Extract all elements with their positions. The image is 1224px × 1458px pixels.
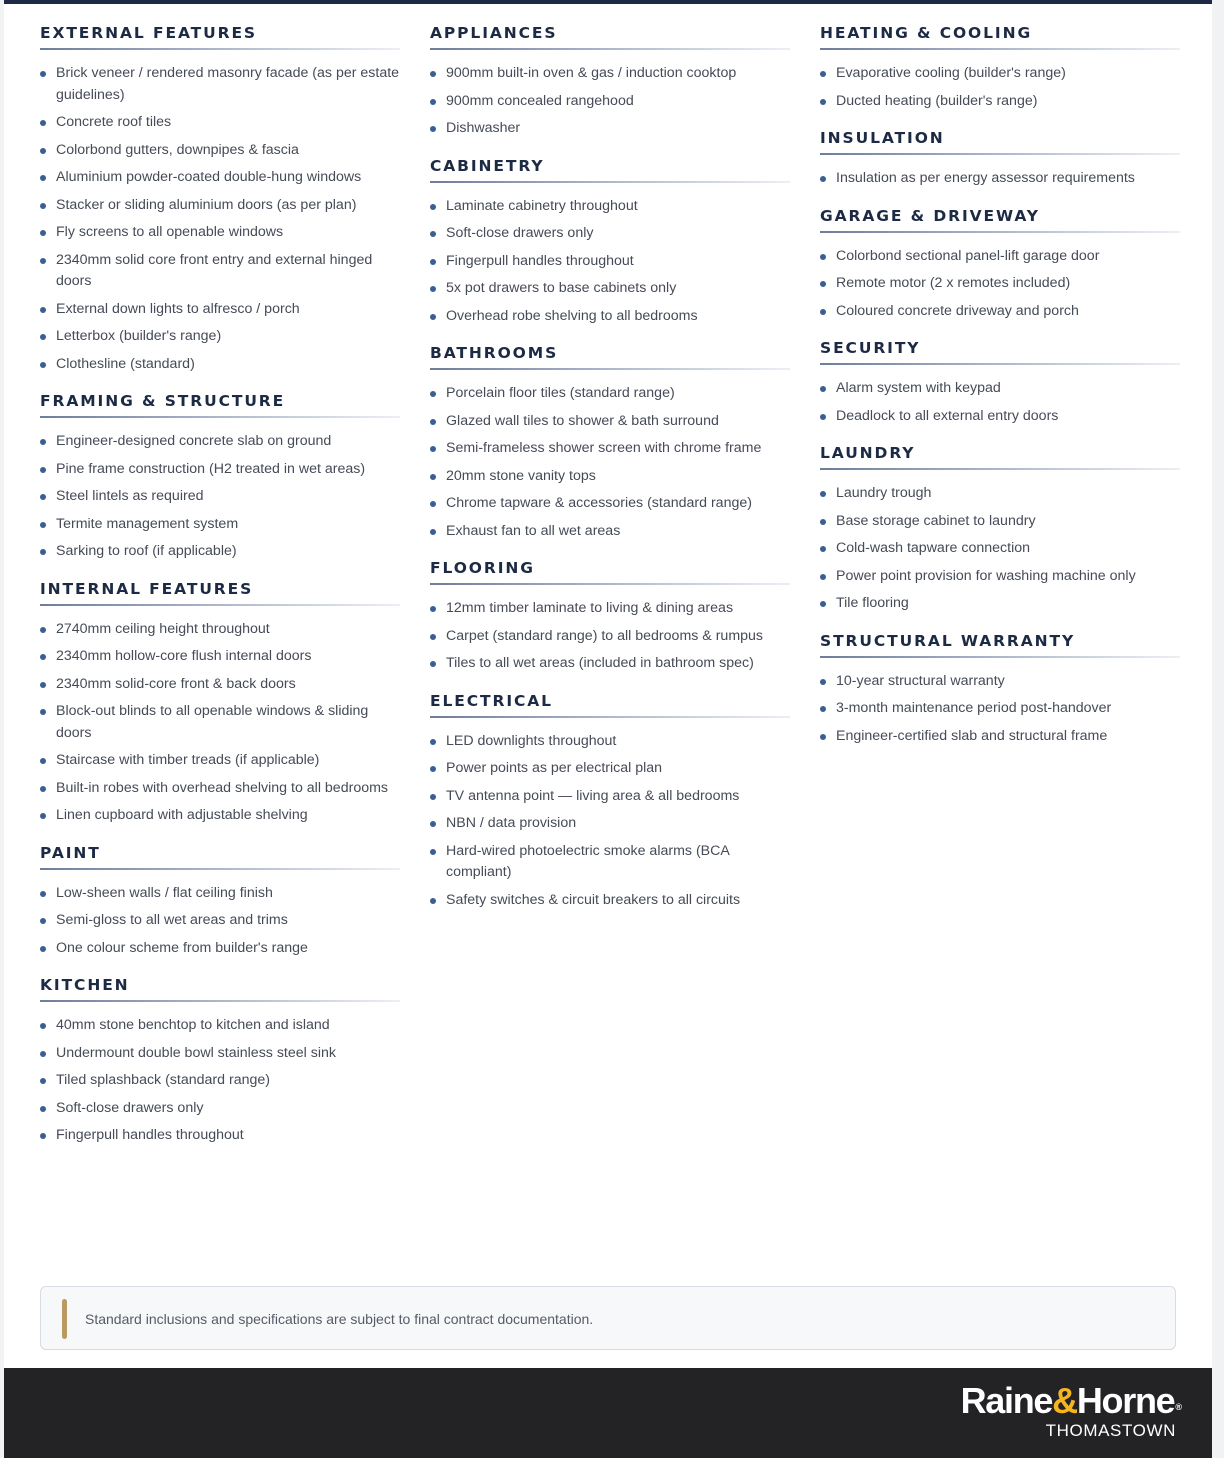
list-item-text: 2340mm hollow-core flush internal doors	[56, 648, 312, 664]
list-item	[40, 431, 400, 453]
list-item	[820, 246, 1180, 268]
bullet-icon	[40, 439, 46, 445]
section-title: SECURITY	[820, 339, 1180, 367]
list-item	[430, 306, 790, 328]
list-item	[430, 91, 790, 113]
list-item-text: Overhead robe shelving to all bedrooms	[446, 307, 698, 324]
list-item	[820, 698, 1180, 720]
list-item-text: NBN / data provision	[446, 815, 577, 831]
list-item-text: 3-month maintenance period post-handover	[836, 700, 1112, 716]
list-item	[820, 301, 1180, 323]
bullet-icon	[820, 386, 826, 392]
list-item	[40, 1015, 400, 1037]
bullet-icon	[40, 467, 46, 473]
list-item-text: Coloured concrete driveway and porch	[836, 302, 1079, 319]
list-item	[430, 890, 790, 912]
bullet-icon	[40, 71, 46, 77]
spec-section	[430, 559, 790, 675]
bullet-icon	[430, 231, 436, 237]
list-item	[40, 646, 400, 668]
list-item	[40, 1043, 400, 1065]
list-item	[40, 326, 400, 348]
bullet-icon	[820, 546, 826, 552]
list-item-text: Pine frame construction (H2 treated in wet areas)	[56, 460, 366, 477]
list-item	[820, 671, 1180, 693]
bullet-icon	[820, 574, 826, 580]
list-item	[40, 459, 400, 481]
bullet-icon	[430, 794, 436, 800]
bullet-icon	[40, 549, 46, 555]
section-item-list	[40, 1015, 400, 1147]
list-item	[40, 112, 400, 134]
list-item-text: 2340mm solid-core front & back doors	[56, 675, 296, 692]
list-item	[430, 196, 790, 218]
list-item	[40, 167, 400, 189]
list-item-text: Sarking to roof (if applicable)	[56, 543, 237, 559]
list-item-text: Chrome tapware & accessories (standard range)	[446, 495, 752, 511]
list-item	[40, 140, 400, 162]
list-item-text: Carpet (standard range) to all bedrooms & rumpus	[446, 627, 764, 644]
list-item-text: Block-out blinds to all openable windows & sliding doors	[56, 703, 369, 741]
bullet-icon	[40, 307, 46, 313]
list-item-text: Tiles to all wet areas (included in bathroom spec)	[446, 655, 754, 671]
list-item	[430, 411, 790, 433]
bullet-icon	[430, 898, 436, 904]
list-item-text: Dishwasher	[446, 120, 521, 136]
section-title: FLOORING	[430, 559, 790, 587]
section-item-list	[40, 619, 400, 827]
list-item	[430, 758, 790, 780]
section-item-list	[430, 196, 790, 328]
section-title: EXTERNAL FEATURES	[40, 24, 400, 52]
list-item	[820, 168, 1180, 190]
bullet-icon	[430, 821, 436, 827]
list-item	[40, 541, 400, 563]
bullet-icon	[40, 494, 46, 500]
column-2	[430, 24, 790, 1164]
list-item-text: Brick veneer / rendered masonry facade (as per estate guidelines)	[56, 65, 400, 103]
list-item	[40, 805, 400, 827]
list-item	[430, 63, 790, 85]
bullet-icon	[40, 1106, 46, 1112]
bullet-icon	[820, 254, 826, 260]
bullet-icon	[430, 126, 436, 132]
bullet-icon	[40, 654, 46, 660]
bullet-icon	[430, 419, 436, 425]
bullet-icon	[430, 766, 436, 772]
brand-ampersand: &	[1052, 1380, 1077, 1421]
list-item	[430, 626, 790, 648]
list-item	[430, 813, 790, 835]
section-title: LAUNDRY	[820, 444, 1180, 472]
bullet-icon	[40, 786, 46, 792]
bullet-icon	[40, 258, 46, 264]
column-3	[820, 24, 1180, 1164]
list-item-text: 900mm built-in oven & gas / induction cooktop	[446, 65, 737, 81]
section-item-list	[820, 671, 1180, 748]
bullet-icon	[40, 1051, 46, 1057]
section-item-list	[820, 246, 1180, 323]
list-item-text: 20mm stone vanity tops	[446, 467, 596, 484]
spec-section	[820, 444, 1180, 615]
list-item-text: Safety switches & circuit breakers to all circuits	[446, 891, 741, 908]
list-item	[430, 466, 790, 488]
bullet-icon	[40, 203, 46, 209]
list-item	[40, 701, 400, 744]
section-item-list	[430, 731, 790, 912]
bullet-icon	[430, 391, 436, 397]
list-item-text: Letterbox (builder's range)	[56, 328, 222, 344]
bullet-icon	[820, 176, 826, 182]
disclaimer-note	[40, 1286, 1176, 1350]
section-item-list	[430, 63, 790, 140]
list-item-text: 900mm concealed rangehood	[446, 92, 634, 109]
spec-section	[40, 392, 400, 563]
bullet-icon	[40, 918, 46, 924]
section-item-list	[820, 63, 1180, 112]
list-item-text: Staircase with timber treads (if applicable)	[56, 752, 320, 768]
section-item-list	[40, 63, 400, 375]
section-title: FRAMING & STRUCTURE	[40, 392, 400, 420]
section-title: APPLIANCES	[430, 24, 790, 52]
section-item-list	[40, 883, 400, 960]
bullet-icon	[820, 679, 826, 685]
list-item	[430, 493, 790, 515]
list-item	[820, 406, 1180, 428]
list-item	[40, 486, 400, 508]
list-item-text: Undermount double bowl stainless steel sink	[56, 1044, 336, 1061]
note-accent-bar	[62, 1299, 67, 1339]
footer-bar	[4, 1368, 1212, 1458]
section-item-list	[820, 378, 1180, 427]
list-item	[430, 841, 790, 884]
list-item-text: Colorbond gutters, downpipes & fascia	[56, 141, 299, 158]
section-item-list	[40, 431, 400, 563]
list-item	[40, 938, 400, 960]
list-item	[820, 593, 1180, 615]
bullet-icon	[430, 606, 436, 612]
list-item	[40, 1070, 400, 1092]
list-item-text: Hard-wired photoelectric smoke alarms (BCA compliant)	[446, 842, 730, 880]
list-item	[430, 383, 790, 405]
bullet-icon	[430, 634, 436, 640]
spec-section	[820, 632, 1180, 748]
raine-horne-logo	[961, 1380, 1182, 1441]
bullet-icon	[40, 627, 46, 633]
list-item	[430, 731, 790, 753]
spec-section	[430, 157, 790, 328]
spec-section	[430, 344, 790, 542]
bullet-icon	[430, 71, 436, 77]
list-item-text: Linen cupboard with adjustable shelving	[56, 807, 308, 823]
bullet-icon	[40, 230, 46, 236]
list-item-text: 5x pot drawers to base cabinets only	[446, 280, 677, 296]
bullet-icon	[40, 1133, 46, 1139]
section-title: INSULATION	[820, 129, 1180, 157]
list-item	[40, 674, 400, 696]
bullet-icon	[40, 1023, 46, 1029]
list-item-text: Fingerpull handles throughout	[446, 252, 634, 269]
list-item-text: Concrete roof tiles	[56, 114, 172, 130]
bullet-icon	[430, 474, 436, 480]
section-item-list	[430, 383, 790, 542]
list-item-text: Remote motor (2 x remotes included)	[836, 275, 1071, 291]
bullet-icon	[40, 362, 46, 368]
list-item	[430, 786, 790, 808]
disclaimer-text: Standard inclusions and specifications are subject to final contract documentation.	[85, 1311, 594, 1327]
list-item-text: Built-in robes with overhead shelving to all bedrooms	[56, 779, 389, 796]
list-item-text: TV antenna point — living area & all bedrooms	[446, 787, 740, 804]
spec-section	[40, 844, 400, 960]
list-item-text: Base storage cabinet to laundry	[836, 512, 1036, 529]
section-title: STRUCTURAL WARRANTY	[820, 632, 1180, 660]
section-title: INTERNAL FEATURES	[40, 580, 400, 608]
list-item	[820, 273, 1180, 295]
list-item-text: Semi-gloss to all wet areas and trims	[56, 912, 288, 928]
section-title: GARAGE & DRIVEWAY	[820, 207, 1180, 235]
section-title: PAINT	[40, 844, 400, 872]
list-item	[430, 251, 790, 273]
list-item	[40, 299, 400, 321]
spec-section	[40, 976, 400, 1147]
list-item	[820, 378, 1180, 400]
bullet-icon	[820, 706, 826, 712]
list-item	[40, 619, 400, 641]
list-item-text: Clothesline (standard)	[56, 355, 195, 372]
bullet-icon	[430, 259, 436, 265]
list-item-text: Fly screens to all openable windows	[56, 224, 284, 240]
bullet-icon	[40, 758, 46, 764]
bullet-icon	[40, 709, 46, 715]
list-item-text: Stacker or sliding aluminium doors (as per plan)	[56, 196, 357, 213]
list-item-text: External down lights to alfresco / porch	[56, 300, 300, 317]
bullet-icon	[430, 849, 436, 855]
list-item	[40, 1125, 400, 1147]
bullet-icon	[820, 71, 826, 77]
list-item	[40, 750, 400, 772]
spec-section	[430, 692, 790, 912]
list-item-text: Deadlock to all external entry doors	[836, 407, 1059, 424]
list-item-text: Laundry trough	[836, 485, 932, 501]
bullet-icon	[40, 148, 46, 154]
list-item-text: Aluminium powder-coated double-hung windows	[56, 169, 362, 185]
list-item-text: Porcelain floor tiles (standard range)	[446, 385, 675, 401]
bullet-icon	[40, 891, 46, 897]
list-item	[40, 63, 400, 106]
bullet-icon	[40, 813, 46, 819]
list-item-text: Cold-wash tapware connection	[836, 540, 1031, 556]
office-name: THOMASTOWN	[1045, 1421, 1176, 1440]
bullet-icon	[430, 739, 436, 745]
bullet-icon	[430, 529, 436, 535]
list-item	[40, 883, 400, 905]
bullet-icon	[40, 175, 46, 181]
spec-section	[40, 24, 400, 375]
list-item-text: Ducted heating (builder's range)	[836, 92, 1038, 109]
spec-section	[820, 129, 1180, 190]
bullet-icon	[820, 281, 826, 287]
list-item	[40, 250, 400, 293]
list-item	[40, 778, 400, 800]
bullet-icon	[430, 661, 436, 667]
section-title: BATHROOMS	[430, 344, 790, 372]
list-item-text: Tiled splashback (standard range)	[56, 1072, 270, 1088]
bullet-icon	[820, 491, 826, 497]
spec-section	[430, 24, 790, 140]
section-title: HEATING & COOLING	[820, 24, 1180, 52]
list-item-text: Power points as per electrical plan	[446, 760, 663, 776]
list-item-text: 40mm stone benchtop to kitchen and island	[56, 1017, 330, 1033]
column-1	[40, 24, 400, 1164]
list-item	[820, 511, 1180, 533]
list-item-text: Alarm system with keypad	[836, 380, 1001, 396]
list-item-text: Laminate cabinetry throughout	[446, 197, 638, 214]
section-item-list	[820, 168, 1180, 190]
bullet-icon	[40, 334, 46, 340]
list-item-text: 12mm timber laminate to living & dining areas	[446, 600, 734, 616]
list-item	[820, 538, 1180, 560]
list-item-text: LED downlights throughout	[446, 732, 617, 749]
section-item-list	[820, 483, 1180, 615]
list-item-text: One colour scheme from builder's range	[56, 939, 308, 956]
list-item-text: Semi-frameless shower screen with chrome frame	[446, 440, 762, 456]
list-item	[40, 514, 400, 536]
bullet-icon	[820, 99, 826, 105]
list-item	[40, 354, 400, 376]
bullet-icon	[40, 946, 46, 952]
inclusions-columns	[40, 24, 1180, 1164]
bullet-icon	[820, 601, 826, 607]
list-item-text: Soft-close drawers only	[56, 1099, 204, 1116]
top-rule	[4, 0, 1212, 4]
list-item-text: 2740mm ceiling height throughout	[56, 620, 270, 637]
section-title: ELECTRICAL	[430, 692, 790, 720]
list-item-text: Fingerpull handles throughout	[56, 1127, 244, 1143]
list-item	[40, 195, 400, 217]
spec-section	[820, 339, 1180, 427]
list-item-text: Engineer-certified slab and structural frame	[836, 727, 1108, 744]
section-title: CABINETRY	[430, 157, 790, 185]
list-item	[430, 438, 790, 460]
list-item-text: Power point provision for washing machine only	[836, 567, 1136, 584]
spec-section	[820, 24, 1180, 112]
list-item	[430, 223, 790, 245]
bullet-icon	[430, 99, 436, 105]
list-item-text: Colorbond sectional panel-lift garage door	[836, 247, 1100, 264]
bullet-icon	[430, 446, 436, 452]
spec-section	[40, 580, 400, 827]
list-item	[820, 483, 1180, 505]
brand-wordmark	[961, 1380, 1182, 1422]
list-item-text: Engineer-designed concrete slab on ground	[56, 433, 332, 449]
list-item-text: Low-sheen walls / flat ceiling finish	[56, 884, 273, 901]
brand-part-2: Horne	[1076, 1380, 1175, 1421]
bullet-icon	[820, 414, 826, 420]
bullet-icon	[40, 682, 46, 688]
bullet-icon	[820, 519, 826, 525]
list-item	[430, 598, 790, 620]
list-item-text: Exhaust fan to all wet areas	[446, 522, 621, 539]
list-item	[820, 726, 1180, 748]
list-item	[820, 91, 1180, 113]
spec-sheet-page	[4, 0, 1212, 1458]
bullet-icon	[820, 734, 826, 740]
bullet-icon	[430, 204, 436, 210]
list-item	[40, 222, 400, 244]
registered-mark: ®	[1175, 1402, 1182, 1412]
list-item-text: Insulation as per energy assessor requirements	[836, 170, 1135, 186]
brand-part-1: Raine	[960, 1380, 1053, 1421]
list-item	[820, 566, 1180, 588]
list-item-text: Tile flooring	[836, 595, 909, 611]
list-item-text: Termite management system	[56, 515, 239, 532]
bullet-icon	[820, 309, 826, 315]
list-item	[820, 63, 1180, 85]
list-item-text: Glazed wall tiles to shower & bath surround	[446, 412, 719, 429]
bullet-icon	[430, 286, 436, 292]
bullet-icon	[40, 120, 46, 126]
list-item	[430, 653, 790, 675]
bullet-icon	[430, 501, 436, 507]
list-item	[430, 521, 790, 543]
section-item-list	[430, 598, 790, 675]
list-item-text: Steel lintels as required	[56, 488, 204, 504]
bullet-icon	[40, 522, 46, 528]
list-item-text: 2340mm solid core front entry and external hinged doors	[56, 251, 373, 289]
bullet-icon	[40, 1078, 46, 1084]
list-item-text: 10-year structural warranty	[836, 672, 1005, 689]
list-item	[40, 910, 400, 932]
list-item	[430, 278, 790, 300]
list-item	[40, 1098, 400, 1120]
spec-section	[820, 207, 1180, 323]
list-item	[430, 118, 790, 140]
list-item-text: Soft-close drawers only	[446, 225, 594, 241]
section-title: KITCHEN	[40, 976, 400, 1004]
bullet-icon	[430, 314, 436, 320]
list-item-text: Evaporative cooling (builder's range)	[836, 65, 1066, 81]
